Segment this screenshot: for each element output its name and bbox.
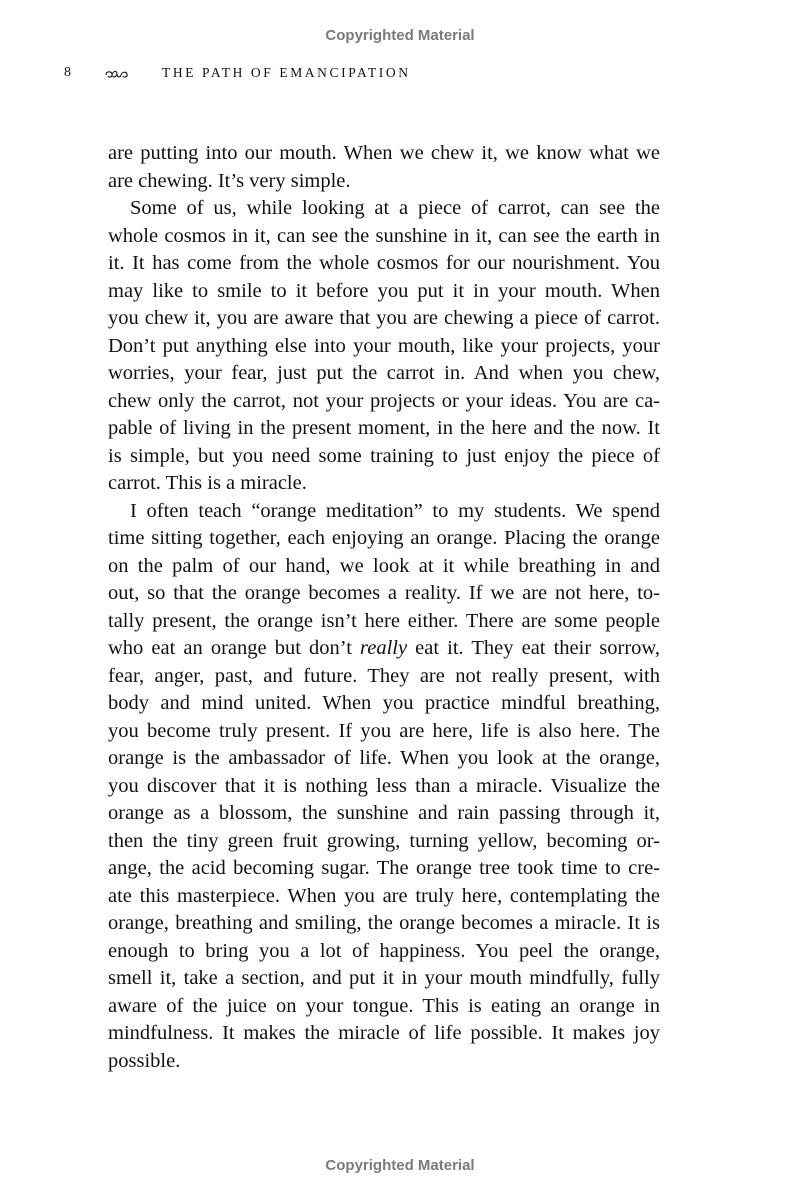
text-line: you become truly present. If you are here, life is also here. The	[108, 719, 660, 742]
text-line: I often teach “orange meditation” to my students. We spend	[130, 499, 660, 522]
text-line: whole cosmos in it, can see the sunshine in it, can see the earth in	[108, 224, 660, 247]
text-line: pable of living in the present moment, in the here and the now. It	[108, 417, 660, 439]
text-line: Don’t put anything else into your mouth, like your projects, your	[108, 334, 660, 357]
page-number: 8	[64, 65, 71, 80]
text-line: carrot. This is a miracle.	[108, 472, 307, 494]
running-title: THE PATH OF EMANCIPATION	[162, 65, 411, 80]
text-line: orange as a blossom, the sunshine and rain passing through it,	[108, 802, 660, 824]
text-line: are chewing. It’s very simple.	[108, 169, 351, 192]
text-line: orange is the ambassador of life. When you look at the orange,	[108, 747, 660, 769]
paragraph	[108, 498, 660, 1076]
text-line: you discover that it is nothing less than a miracle. Visualize the	[108, 774, 660, 797]
text-line: ate this masterpiece. When you are truly here, contemplating the	[108, 884, 660, 907]
text-line: smell it, take a section, and put it in your mouth mindfully, fully	[108, 967, 660, 989]
text-line: ange, the acid becoming sugar. The orange tree took time to cre-	[108, 857, 660, 879]
text-line: possible.	[108, 1049, 181, 1072]
text-line: out, so that the orange becomes a reality. If we are not here, to-	[108, 582, 660, 604]
text-line: chew only the carrot, not your projects or your ideas. You are ca-	[108, 389, 660, 412]
paragraph	[108, 195, 660, 498]
text-line: time sitting together, each enjoying an orange. Placing the orange	[108, 527, 660, 549]
text-line: Some of us, while looking at a piece of carrot, can see the	[130, 197, 660, 219]
text-line: enough to bring you a lot of happiness. You peel the orange,	[108, 939, 660, 962]
text-line: tally present, the orange isn’t here either. There are some people	[108, 609, 660, 632]
fleuron-ornament-icon	[104, 67, 130, 79]
copyright-watermark-bottom: Copyrighted Material	[325, 1157, 475, 1174]
text-line: on the palm of our hand, we look at it while breathing in and	[108, 554, 660, 577]
text-line: is simple, but you need some training to just enjoy the piece of	[108, 444, 660, 467]
text-line: you chew it, you are aware that you are chewing a piece of carrot.	[108, 307, 660, 329]
text-line: aware of the juice on your tongue. This is eating an orange in	[108, 994, 660, 1017]
body-text	[108, 140, 660, 1075]
emphasis: really	[360, 637, 408, 659]
copyright-watermark-top: Copyrighted Material	[325, 27, 475, 44]
text-line: orange, breathing and smiling, the orange becomes a miracle. It is	[108, 912, 660, 934]
paragraph	[108, 140, 660, 195]
running-head	[64, 63, 411, 83]
text-line: who eat an orange but don’t really eat it. They eat their sorrow,	[108, 637, 660, 659]
text-line: fear, anger, past, and future. They are not really present, with	[108, 664, 660, 687]
text-line: are putting into our mouth. When we chew it, we know what we	[108, 142, 660, 164]
text-line: it. It has come from the whole cosmos for our nourishment. You	[108, 252, 660, 274]
text-line: mindfulness. It makes the miracle of life possible. It makes joy	[108, 1022, 660, 1044]
text-line: body and mind united. When you practice mindful breathing,	[108, 692, 660, 714]
text-line: may like to smile to it before you put it in your mouth. When	[108, 279, 660, 302]
text-line: then the tiny green fruit growing, turning yellow, becoming or-	[108, 829, 660, 852]
text-line: worries, your fear, just put the carrot in. And when you chew,	[108, 362, 660, 384]
